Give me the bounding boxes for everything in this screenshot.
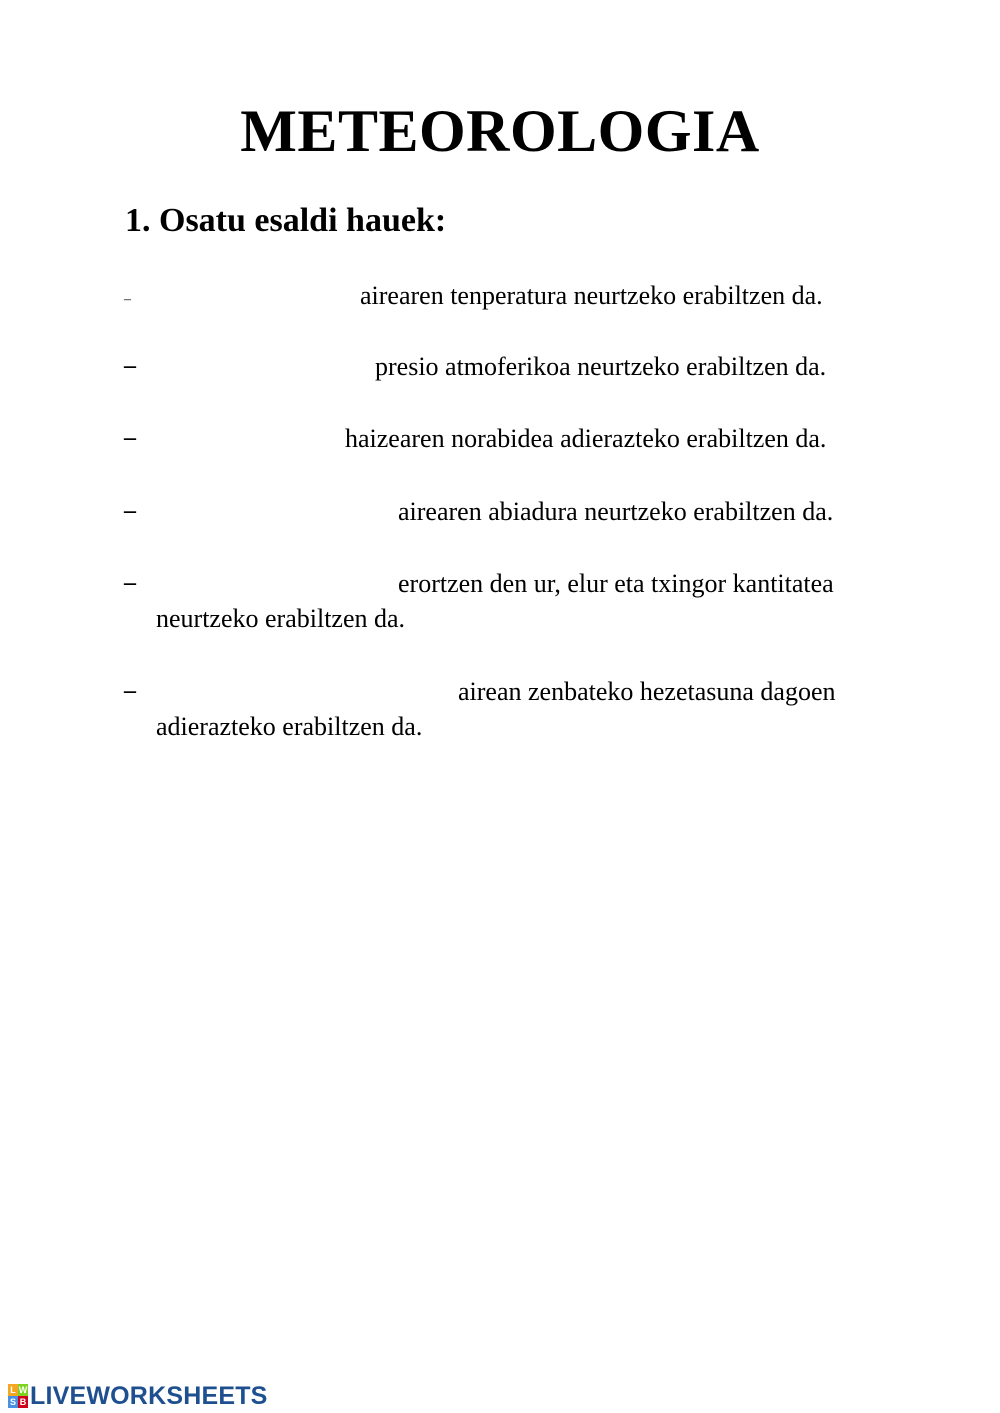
item-3-answer-input[interactable] — [150, 422, 340, 456]
item-6-answer-input[interactable] — [150, 675, 452, 709]
item-3-sentence: haizearen norabidea adierazteko erabiltzen da. — [345, 424, 827, 453]
item-5-answer-input[interactable] — [150, 567, 392, 601]
logo-mark-letter-2: W — [18, 1385, 28, 1395]
item-2-sentence: presio atmoferikoa neurtzeko erabiltzen da. — [375, 352, 827, 381]
item-2-answer-input[interactable] — [150, 350, 370, 384]
item-5-dash: – — [124, 570, 136, 596]
item-6-sentence-cont: adierazteko erabiltzen da. — [156, 712, 423, 741]
item-5-sentence-cont: neurtzeko erabiltzen da. — [156, 604, 406, 633]
liveworksheets-logo — [8, 1382, 268, 1410]
item-1-dash: – — [124, 292, 131, 307]
item-2-dash: – — [124, 353, 136, 379]
page-title: METEOROLOGIA — [240, 98, 760, 164]
item-4-sentence: airearen abiadura neurtzeko erabiltzen da. — [398, 497, 834, 526]
item-3-dash: – — [124, 425, 136, 451]
logo-mark-icon — [8, 1384, 28, 1408]
logo-brand-text: LIVEWORKSHEETS — [30, 1381, 268, 1410]
item-6-dash: – — [124, 678, 136, 704]
item-1-sentence: airearen tenperatura neurtzeko erabiltzen da. — [360, 281, 823, 310]
item-5-sentence: erortzen den ur, elur eta txingor kantitatea — [398, 569, 834, 598]
item-4-dash: – — [124, 498, 136, 524]
logo-mark-letter-4: B — [19, 1397, 27, 1407]
logo-mark-letter-3: S — [9, 1397, 16, 1407]
item-1-answer-input[interactable] — [150, 279, 355, 313]
item-6-sentence: airean zenbateko hezetasuna dagoen — [458, 677, 836, 706]
item-4-answer-input[interactable] — [150, 495, 392, 529]
logo-mark-letter-1: L — [8, 1384, 18, 1396]
exercise-heading: 1. Osatu esaldi hauek: — [125, 202, 447, 239]
